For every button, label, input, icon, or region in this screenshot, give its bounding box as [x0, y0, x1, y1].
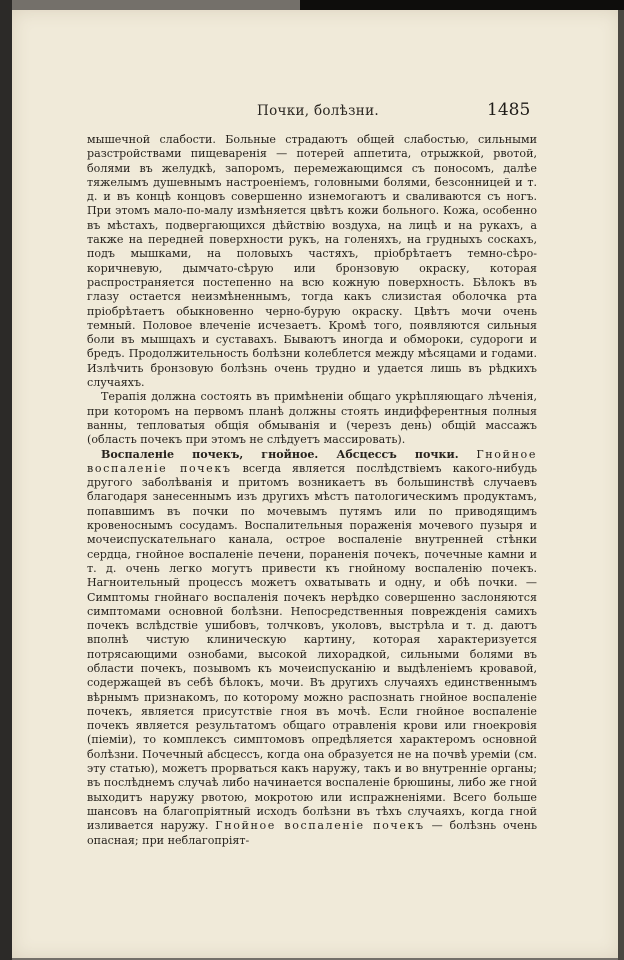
page-number: 1485 — [487, 100, 531, 120]
paragraph-1: мышечной слабости. Больные страдаютъ общей слабостью, сильными разстройствами пищеваренія — потерей аппетита, отрыжкой, рвотой, болями въ желудкѣ, запоромъ, перемежающимся съ поносомъ, далѣе тяжелымъ душевнымъ настроеніемъ, головными болями, безсонницей и т. д. и въ концѣ концовъ совершенно изнемогаютъ и сваливаются съ ногъ. При этомъ мало-по-малу измѣняется цвѣтъ кожи больного. Кожа, особенно въ мѣстахъ, подвергающихся дѣйствію воздуха, на лицѣ и на рукахъ, а также на передней поверхности рукъ, на голеняхъ, на грудныхъ соскахъ, подъ мышками, на половыхъ частяхъ, пріобрѣтаетъ темно-сѣро-коричневую, дымчато-сѣрую или бронзовую окраску, которая распространяется постепенно на всю кожную поверхность. Бѣлокъ въ глазу остается неизмѣненнымъ, тогда какъ слизистая оболочка рта пріобрѣтаетъ обыкновенно черно-бурую окраску. Цвѣтъ мочи очень темный. Половое влеченіе исчезаетъ. Кромѣ того, появляются сильныя боли въ мышцахъ и суставахъ. Бываютъ иногда и обмороки, судороги и бредъ. Продолжительность болѣзни колеблется между мѣсяцами и годами. Излѣчить бронзовую болѣзнь очень трудно и удается лишь въ рѣдкихъ случаяхъ. — [87, 133, 537, 390]
paragraph-3-text: всегда является послѣдствіемъ какого-нибудь другого заболѣванія и притомъ возникаетъ въ большинствѣ случаевъ благодаря занесеннымъ изъ другихъ мѣстъ патологическимъ продуктамъ, попавшимъ въ почки по мочевымъ путямъ или по приводящимъ кровеноснымъ сосудамъ. Воспалительныя пораженія мочевого пузыря и мочеиспускательнаго канала, острое воспаленіе внутренней стѣнки сердца, гнойное воспаленіе печени, пораненія почекъ, почечные камни и т. д. очень легко могутъ привести къ гнойному воспаленію почекъ. Нагноительный процессъ можетъ охватывать и одну, и обѣ почки. — Симптомы гнойнаго воспаленія почекъ нерѣдко совершенно заслоняются симптомами основной болѣзни. Непосредственныя поврежденія самихъ почекъ вслѣдствіе ушибовъ, толчковъ, уколовъ, выстрѣла и т. д. даютъ вполнѣ чистую клиническую картину, которая характеризуется потрясающими ознобами, высокой лихорадкой, сильными болями въ области почекъ, позывомъ къ мочеиспусканію и выдѣленіемъ кровавой, содержащей въ себѣ бѣлокъ, мочи. Въ другихъ случаяхъ единственнымъ вѣрнымъ признакомъ, по которому можно распознать гнойное воспаленіе почекъ, является присутствіе гноя въ мочѣ. Если гнойное воспаленіе почекъ является результатомъ общаго отравленія крови или гноекровія (піеміи), то комплексъ симптомовъ опредѣляется характеромъ основной болѣзни. Почечный абсцессъ, когда она образуется не на почвѣ уреміи (см. эту статью), можетъ прорваться какъ наружу, такъ и во внутренніе органы; въ послѣднемъ случаѣ либо начинается воспаленіе брюшины, либо же гной выходитъ наружу рвотою, мокротою или испражненіями. Всего больше шансовъ на благопріятный исходъ болѣзни въ тѣхъ случаяхъ, когда гной изливается наружу. — [87, 461, 537, 833]
book-page — [12, 10, 620, 958]
scanner-left-edge — [0, 0, 12, 960]
term-spaced-2: Гнойное воспаленіе почекъ — [215, 819, 425, 833]
paragraph-2: Терапія должна состоять въ примѣненіи общаго укрѣпляющаго лѣченія, при которомъ на первомъ планѣ должны стоять индифферентныя полныя ванны, тепловатыя общія обмыванія и (черезъ день) общій массажъ (область почекъ при этомъ не слѣдуетъ массировать). — [87, 390, 537, 447]
body-text — [87, 133, 537, 848]
term-spaced: Гнойное воспаленіе почекъ — [87, 447, 537, 475]
scanner-right-edge — [618, 10, 624, 960]
paragraph-3-tail: — болѣзнь очень опасная; при неблагопріят- — [87, 819, 538, 847]
page-header — [12, 100, 620, 123]
section-heading: Воспаленіе почекъ, гнойное. Абсцессъ почки. — [101, 447, 459, 461]
running-title: Почки, болѣзни. — [257, 103, 379, 119]
paragraph-3 — [87, 448, 537, 848]
